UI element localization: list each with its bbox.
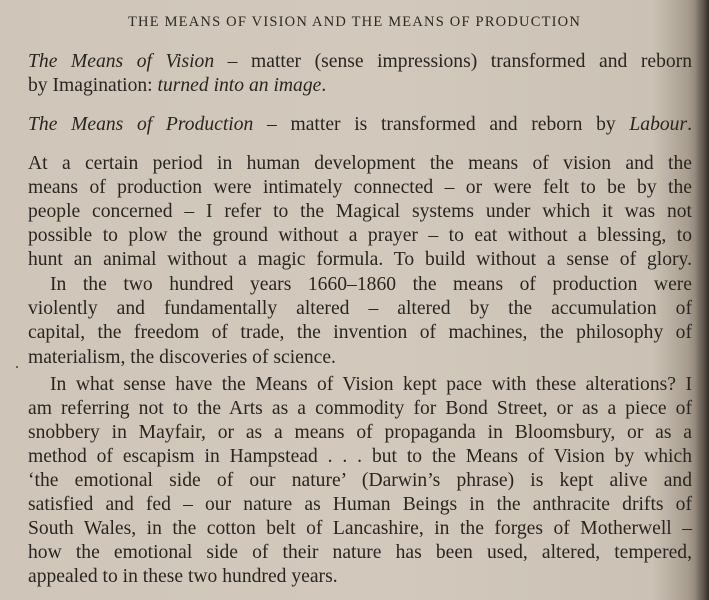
definition-vision-line-2 <box>28 74 326 98</box>
definition-production <box>28 113 692 137</box>
definition-production-end: . <box>687 114 692 135</box>
definition-vision-prefix: by Imagination: <box>28 75 158 96</box>
running-head: THE MEANS OF VISION AND THE MEANS OF PRODUCTION <box>127 14 582 30</box>
definition-production-term: The Means of Production <box>28 114 254 135</box>
paragraph-1-line: At a certain period in human development the means of vision and the <box>28 153 692 174</box>
definition-vision-italic: turned into an image <box>157 75 322 96</box>
paragraph-3-line: snobbery in Mayfair, or as a means of propaganda in Bloomsbury, or as a <box>28 422 692 443</box>
paragraph-2-line: capital, the freedom of trade, the invention of machines, the philosophy of <box>28 322 692 343</box>
paragraph-1-line: means of production were intimately connected – or were felt to be by the <box>28 177 692 198</box>
paragraph-3-line: ‘the emotional side of our nature’ (Darwin’s phrase) is kept alive and <box>28 470 692 491</box>
definition-vision-text: – matter (sense impressions) transformed and reborn <box>214 51 692 72</box>
paragraph-3-line: how the emotional side of their nature has been used, altered, tempered, <box>28 542 692 563</box>
paragraph-3-line: South Wales, in the cotton belt of Lancashire, in the forges of Motherwell – <box>28 518 692 539</box>
paragraph-3-line: appealed to in these two hundred years. <box>28 566 338 587</box>
paragraph-3-line: satisfied and fed – our nature as Human Beings in the anthracite drifts of <box>28 494 692 515</box>
stray-ink-mark <box>16 366 18 368</box>
paragraph-3-line: method of escapism in Hampstead . . . but to the Means of Vision by which <box>28 446 692 467</box>
paragraph-3-line: In what sense have the Means of Vision kept pace with these alterations? I <box>50 374 692 395</box>
paragraph-1-line: possible to plow the ground without a prayer – to eat without a blessing, to <box>28 225 692 246</box>
definition-vision-end: . <box>321 75 327 96</box>
definition-production-text: – matter is transformed and reborn by <box>253 114 630 135</box>
paragraph-2-line: materialism, the discoveries of science. <box>28 347 336 368</box>
paragraph-1-line: people concerned – I refer to the Magical systems under which it was not <box>28 201 692 222</box>
paragraph-2-line: In the two hundred years 1660–1860 the means of production were <box>50 274 692 295</box>
definition-vision-term: The Means of Vision <box>28 51 215 72</box>
paragraph-1-line: hunt an animal without a magic formula. To build without a sense of glory. <box>28 249 692 270</box>
paragraph-3-line: am referring not to the Arts as a commodity for Bond Street, or as a piece of <box>28 398 692 419</box>
definition-vision-line-1 <box>28 50 692 74</box>
definition-production-italic: Labour <box>629 114 688 135</box>
paragraph-2-line: violently and fundamentally altered – altered by the accumulation of <box>28 298 692 319</box>
page-edge-shadow <box>695 0 709 600</box>
